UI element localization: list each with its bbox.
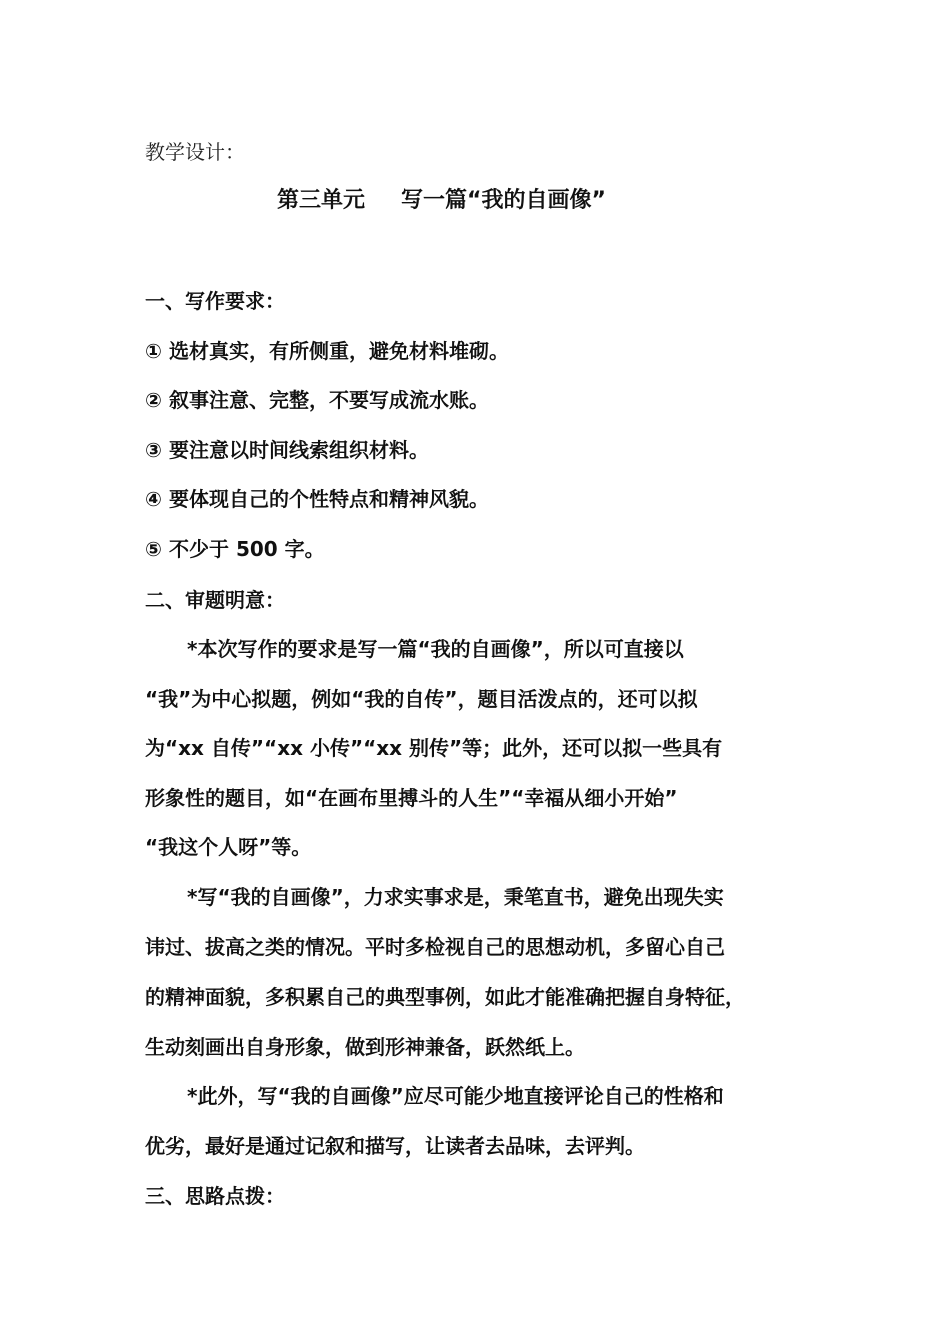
paragraph-line: *本次写作的要求是写一篇“我的自画像”，所以可直接以	[187, 637, 684, 661]
section-heading-requirements: 一、写作要求：	[145, 289, 285, 313]
paragraph-line: 生动刻画出自身形象，做到形神兼备，跃然纸上。	[145, 1035, 585, 1059]
paragraph-line: 优劣，最好是通过记叙和描写，让读者去品味，去评判。	[145, 1134, 645, 1158]
requirement-item	[145, 338, 509, 364]
item-text: 选材真实，有所侧重，避免材料堆砌。	[169, 339, 509, 363]
item-text: 不少于 500 字。	[169, 537, 325, 561]
requirement-item	[145, 437, 429, 463]
item-number: ①	[145, 339, 162, 363]
document-title	[277, 188, 606, 214]
item-text: 叙事注意、完整，不要写成流水账。	[169, 388, 489, 412]
requirement-item	[145, 486, 489, 512]
paragraph-line: 讳过、拔高之类的情况。平时多检视自己的思想动机，多留心自己	[145, 935, 725, 959]
section-heading-approach: 三、思路点拨：	[145, 1184, 285, 1208]
title-topic: 写一篇“我的自画像”	[401, 188, 606, 213]
item-number: ②	[145, 388, 162, 412]
item-text: 要体现自己的个性特点和精神风貌。	[169, 487, 489, 511]
item-number: ③	[145, 438, 162, 462]
item-text: 要注意以时间线索组织材料。	[169, 438, 429, 462]
section-heading-topic-analysis: 二、审题明意：	[145, 588, 285, 612]
paragraph-line: 形象性的题目，如“在画布里搏斗的人生”“幸福从细小开始”	[145, 786, 678, 810]
requirement-item	[145, 536, 325, 562]
paragraph-line: *写“我的自画像”，力求实事求是，秉笔直书，避免出现失实	[187, 885, 724, 909]
paragraph-line: “我这个人呀”等。	[145, 835, 312, 859]
paragraph-line: 为“xx 自传”“xx 小传”“xx 别传”等；此外，还可以拟一些具有	[145, 736, 723, 760]
item-number: ⑤	[145, 537, 162, 561]
title-unit: 第三单元	[277, 188, 366, 213]
requirement-item	[145, 387, 489, 413]
paragraph-line: 的精神面貌，多积累自己的典型事例，如此才能准确把握自身特征，	[145, 985, 745, 1009]
item-number: ④	[145, 487, 162, 511]
paragraph-line: *此外，写“我的自画像”应尽可能少地直接评论自己的性格和	[187, 1084, 724, 1108]
paragraph-line: “我”为中心拟题，例如“我的自传”，题目活泼点的，还可以拟	[145, 687, 698, 711]
header-label: 教学设计：	[145, 140, 245, 164]
